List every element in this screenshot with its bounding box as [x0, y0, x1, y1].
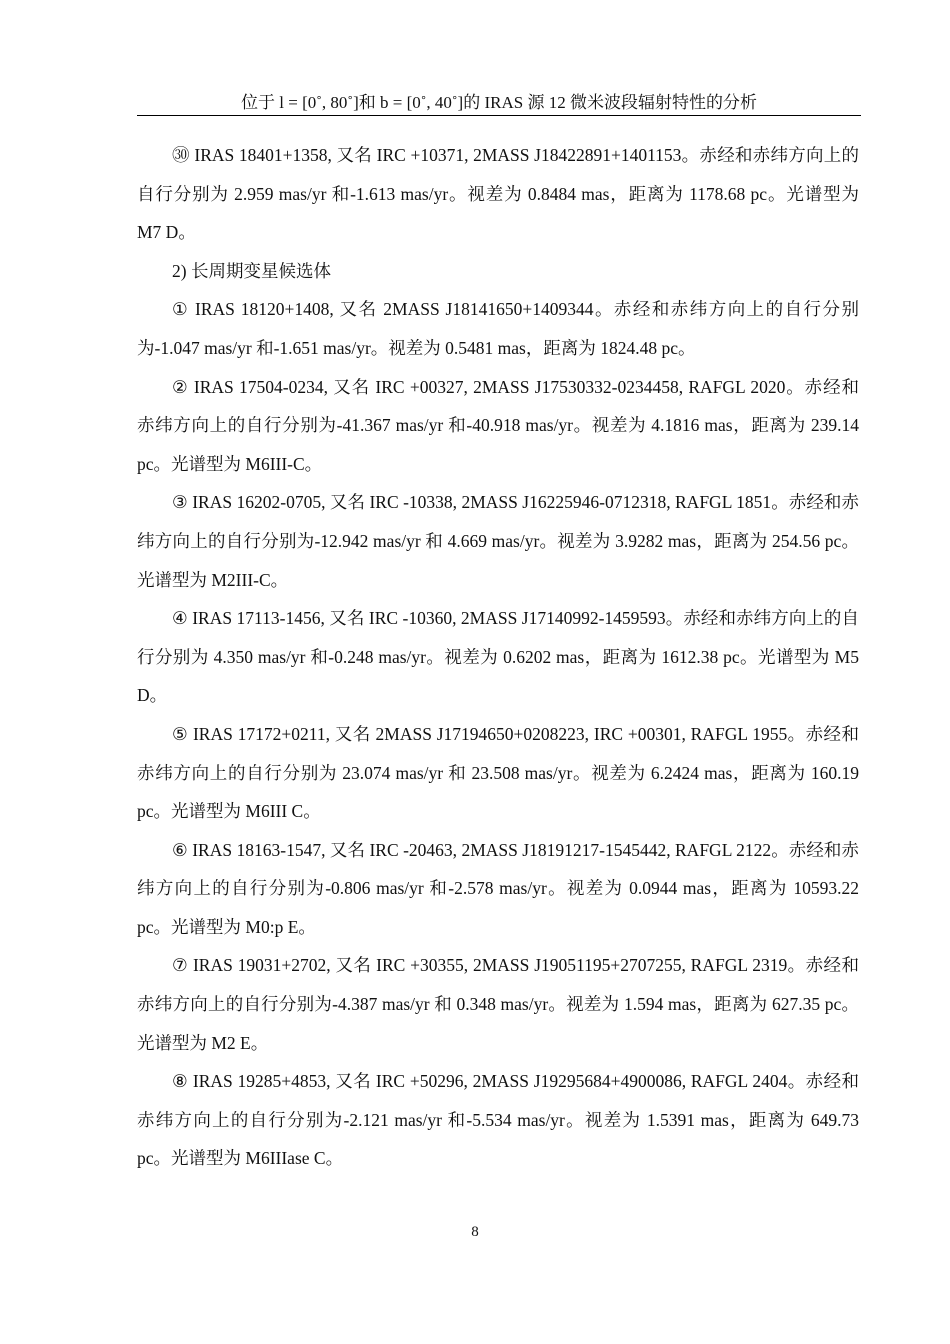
page-number: 8: [471, 1224, 479, 1240]
paragraph-item-3: ③ IRAS 16202-0705, 又名 IRC -10338, 2MASS J16225946-0712318, RAFGL 1851。赤经和赤纬方向上的自行分别为-12.942 mas/yr 和 4.669 mas/yr。视差为 3.9282 mas，距离为 254.56 pc。光谱型为 M2III-C。: [137, 492, 859, 590]
paragraph-item-8: ⑧ IRAS 19285+4853, 又名 IRC +50296, 2MASS J19295684+4900086, RAFGL 2404。赤经和赤纬方向上的自行分别为-2.121 mas/yr 和-5.534 mas/yr。视差为 1.5391 mas，距离为 649.73 pc。光谱型为 M6IIIase C。: [137, 1071, 859, 1169]
paragraph-item-5: ⑤ IRAS 17172+0211, 又名 2MASS J17194650+0208223, IRC +00301, RAFGL 1955。赤经和赤纬方向上的自行分别为 23.074 mas/yr 和 23.508 mas/yr。视差为 6.2424 mas，距离为 160.19 pc。光谱型为 M6III C。: [137, 723, 859, 822]
paragraph-item-4: ④ IRAS 17113-1456, 又名 IRC -10360, 2MASS J17140992-1459593。赤经和赤纬方向上的自行分别为 4.350 mas/yr 和-0.248 mas/yr。视差为 0.6202 mas，距离为 1612.38 pc。光谱型为 M5 D。: [137, 608, 859, 706]
paragraph-item-2: ② IRAS 17504-0234, 又名 IRC +00327, 2MASS J17530332-0234458, RAFGL 2020。赤经和赤纬方向上的自行分别为-41.367 mas/yr 和-40.918 mas/yr。视差为 4.1816 mas，距离为 239.14 pc。光谱型为 M6III-C。: [137, 376, 859, 474]
paragraph-item-6: ⑥ IRAS 18163-1547, 又名 IRC -20463, 2MASS J18191217-1545442, RAFGL 2122。赤经和赤纬方向上的自行分别为-0.806 mas/yr 和-2.578 mas/yr。视差为 0.0944 mas，距离为 10593.22 pc。光谱型为 M0:p E。: [137, 839, 859, 937]
subsection-heading: 2) 长周期变星候选体: [172, 260, 331, 281]
paragraph-item-30: ㉚ IRAS 18401+1358, 又名 IRC +10371, 2MASS J18422891+1401153。赤经和赤纬方向上的自行分别为 2.959 mas/yr 和-1.613 mas/yr。视差为 0.8484 mas，距离为 1178.68 pc。光谱型为 M7 D。: [137, 145, 859, 243]
body-text: [137, 136, 859, 1178]
paragraph-item-1: ① IRAS 18120+1408, 又名 2MASS J18141650+1409344。赤经和赤纬方向上的自行分别为-1.047 mas/yr 和-1.651 mas/yr。视差为 0.5481 mas，距离为 1824.48 pc。: [137, 299, 859, 358]
paragraph-item-7: ⑦ IRAS 19031+2702, 又名 IRC +30355, 2MASS J19051195+2707255, RAFGL 2319。赤经和赤纬方向上的自行分别为-4.387 mas/yr 和 0.348 mas/yr。视差为 1.594 mas，距离为 627.35 pc。光谱型为 M2 E。: [137, 955, 859, 1053]
running-header: 位于 l = [0˚, 80˚]和 b = [0˚, 40˚]的 IRAS 源 12 微米波段辐射特性的分析: [137, 92, 861, 116]
